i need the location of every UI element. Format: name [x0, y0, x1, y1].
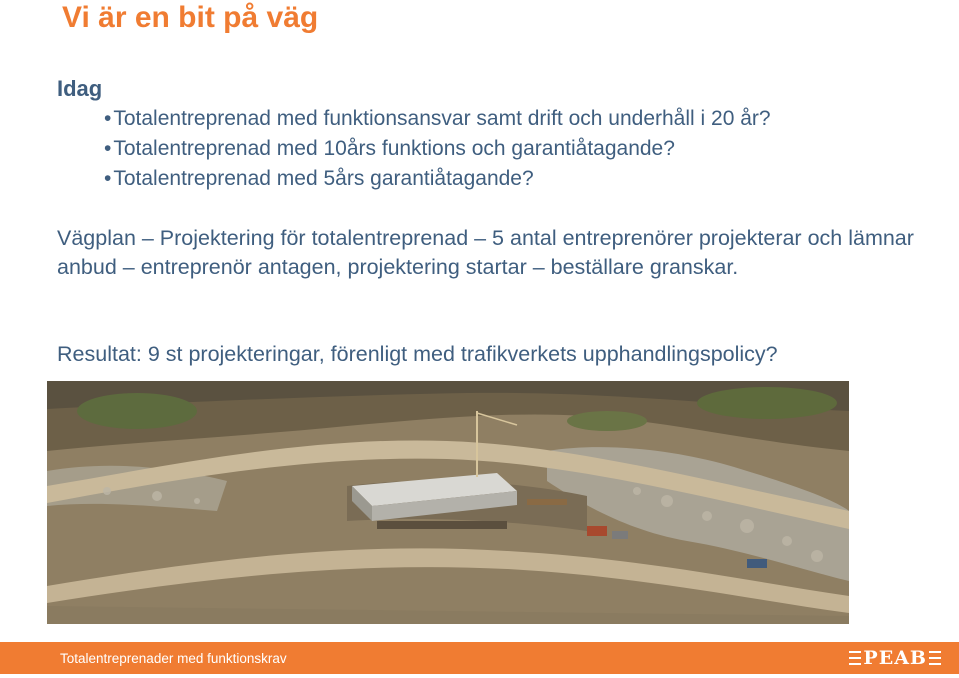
peab-logo — [849, 648, 941, 668]
footer-bar — [0, 642, 959, 674]
slide-title: Vi är en bit på väg — [62, 1, 319, 34]
construction-site-photo — [47, 381, 849, 624]
result-text: Resultat: 9 st projekteringar, förenligt med trafikverkets upphandlingspolicy? — [57, 342, 778, 366]
bullet-item: • Totalentreprenad med 5års garantiåtagande? — [104, 164, 771, 194]
logo-text: PEAB — [863, 647, 927, 669]
bullet-item: • Totalentreprenad med 10års funktions och garantiåtagande? — [104, 134, 771, 164]
footer-text: Totalentreprenader med funktionskrav — [60, 651, 287, 666]
section-heading: Idag — [57, 76, 103, 101]
bullet-item: • Totalentreprenad med funktionsansvar samt drift och underhåll i 20 år? — [104, 104, 771, 134]
bullet-list — [104, 104, 771, 194]
description-paragraph: Vägplan – Projektering för totalentreprenad – 5 antal entreprenörer projekterar och lämnar anbud – entreprenör antagen, projektering startar – beställare granskar. — [57, 226, 914, 279]
